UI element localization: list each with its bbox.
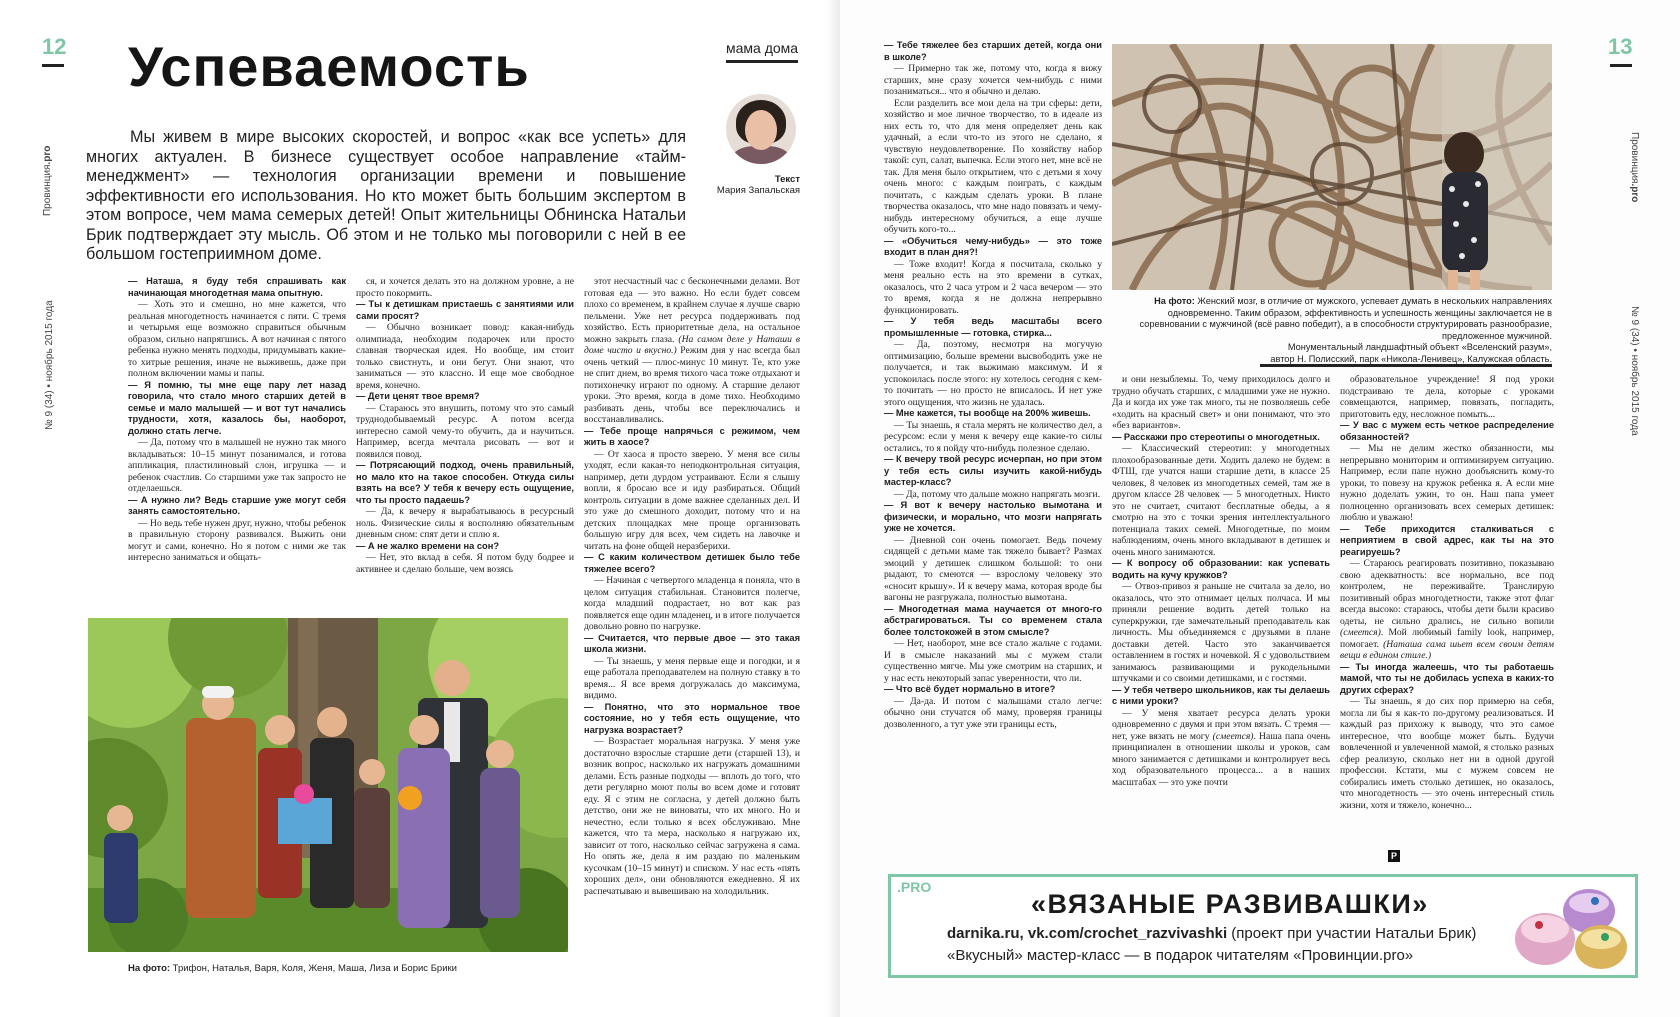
question-paragraph: — Понятно, что это нормальное твое состояние, но у тебя есть ощущение, что нагрузка возрастает? [584, 701, 800, 735]
page-number-rule [42, 64, 64, 67]
sculpture-photo [1112, 44, 1552, 290]
lead-paragraph: Мы живем в мире высоких скоростей, и вопрос «как все успеть» для многих актуален. В бизнесе существует особое направление «тайм-менеджмент» — технология организации времени и повышение эффективности его использования. Но кто может быть большим экспертом в этом вопросе, чем мама семерых детей! Опыт жительницы Обнинска Натальи Брик подтверждает эту мысль. Об этом и не только мы поговорили с ней в ее большом гостеприимном доме. [86, 128, 686, 263]
section-label: мама дома [726, 40, 799, 56]
question-paragraph: — У тебя ведь масштабы всего промышленные — готовка, стирка... [884, 316, 1102, 338]
article-title: Успеваемость [128, 35, 530, 98]
answer-paragraph: — Стараюсь это внушить, потому что это самый труднодобываемый ресурс. А потом всегда интересно самой чему-то обучить, да и научиться. Например, всегда мечтала рисовать — вот и появился повод. [356, 402, 574, 460]
answer-paragraph: — Классический стереотип: у многодетных плохообразованные дети. Ходить далеко не будем: в ФТШ, где учатся наши старшие дети, в классе 25 человек, 8 человек из многодетных семей, там же в другом классе 28 человек — 5 многодетных. Никто это не считает, считают бесплатные обеды, а я смотрю на это с точки зрения интеллектуального потенциала таких семей. Многодетные, по моим наблюдениям, очень много вкладывают в детишек и очень много занимаются. [1112, 443, 1330, 558]
question-paragraph: — А нужно ли? Ведь старшие уже могут себя занять самостоятельно. [128, 494, 346, 516]
page-number: 13 [1608, 34, 1633, 59]
question-paragraph: — К вопросу об образовании: как успевать водить на кучу кружков? [1112, 558, 1330, 580]
answer-paragraph: — Но ведь тебе нужен друг, нужно, чтобы ребенок в правильную сторону развивался. Выжить они могут и сами, конечно. Но я потом с ними же так интересно заниматься и общать- [128, 517, 346, 563]
answer-paragraph: — От хаоса я просто зверею. У меня все силы уходят, если какая-то неподконтрольная ситуация, например, дети дурдом устраивают. Если я слышу вопли, я бросаю все и иду разбираться. Общий контроль ситуации в доме важнее сделанных дел. И это уже до смешного доходит, потому что и на детских площадках мне проще организовать большую игру для всех, чем сидеть на лавочке и читать на фоне общей неразберихи. [584, 448, 800, 552]
promo-box [888, 874, 1638, 978]
answer-paragraph: — У меня хватает ресурса делать уроки одновременно с двумя и при этом вязать. С тремя — нет, уже вязать не могу (смеется). Наша папа очень принципиален в отношении школы и уроков, сам много занимается с детишками и контролирует весь ход образовательного процесса... а в наших масштабах — это уже почти [1112, 707, 1330, 788]
promo-title: «ВЯЗАНЫЕ РАЗВИВАШКИ» [1031, 889, 1429, 919]
answer-paragraph: образовательное учреждение! Я под уроки подстраиваю те дела, которые с уроками совмещаются, например, повязать, погладить, приготовить еду, несложное помыть... [1340, 374, 1554, 420]
answer-paragraph: Если разделить все мои дела на три сферы: дети, хозяйство и мое личное творчество, то в идеале из них есть то, что для меня определяет день как удачный, а если что-то из этого не сделано, я чувствую неудовлетворение. По хозяйству набор такой: суп, салат, выпечка. Если этого нет, мне всё не так. Для меня было открытием, что с детьми я хочу очень много: с каждым поиграть, с каждым почитать, с каждым сделать уроки. В плане творчества оказалось, что мне надо повязать и чему-нибудь интересному обучиться, а еще лучше обучить кого-то... [884, 97, 1102, 235]
author-avatar [726, 94, 796, 164]
answer-paragraph: этот несчастный час с бесконечными делами. Вот готовая еда — это важно. Но если будет совсем плохо со временем, в крайнем случае я лучше сварю пельмени. Уже нет ресурса поддерживать под хозяйство. Есть приоритетные дела, на остальное можно закрыть глаза. (На самом деле у Наташи в доме чисто и вкусно.) Режим дня у нас всегда был очень четкий — плюс-минус 10 минут. Те, кто уже не спит днем, во время тихого часа тоже отдыхают и потихонечку играют по одному. А старшие делают уроки. Это время, когда в доме тихо. Необходимо разбивать день, чтобы все переключались и восстанавливались. [584, 276, 800, 425]
question-paragraph: — Что всё будет нормально в итоге? [884, 684, 1056, 694]
question-paragraph: — Тебе тяжелее без старших детей, когда они в школе? [884, 40, 1102, 62]
vertical-issue: № 9 (34) • ноябрь 2015 года [1629, 306, 1640, 436]
answer-paragraph: — Возрастает моральная нагрузка. У меня уже достаточно взрослые старшие дети (старшей 13), и возник вопрос, насколько их нагружать домашними делами. Есть разные подходы — вплоть до того, что дети регулярно моют полы во всем доме и готовят еду. Я с этим не согласна, у детей должно быть детство, они же не виноваты, что их много. Но и нечестно, если только я всех обслуживаю. Мне кажется, что та мера, насколько я нагружаю их, зависит от того, насколько сейчас загружена я сама. Но опять же, дела я им раздаю по маленьким кусочкам (10–15 минут) и списком. У нас есть «пять хороших дел», они обновляются ежедневно. Я их распечатываю и вывешиваю на холодильник. [584, 736, 800, 897]
text-column-1 [128, 276, 346, 606]
answer-paragraph: — Да, поэтому, несмотря на могучую оптимизацию, больше времени высвободить уже не получается, и так выжимаю максимум. И я успокоилась после этого: ну хотелось сегодня с кем-то почитать — но просто не вписалось. И нет уже этого ощущения, что жизнь не удалась. [884, 339, 1102, 408]
answer-paragraph: — Тоже входит! Когда я посчитала, сколько у меня реально есть на это времени в сутках, оказалось, что 2 часа утром и 2 часа вечером — это то время, когда я не должна непрерывно функционировать. [884, 258, 1102, 316]
answer-paragraph: — Ты знаешь, я стала мерять не количество дел, а ресурсом: если у меня к вечеру еще какие-то силы остались, то я пойду что-нибудь полезное сделаю. [884, 419, 1102, 454]
question-paragraph: — У тебя четверо школьников, как ты делаешь с ними уроки? [1112, 684, 1330, 706]
author-credit: Текст Мария Запальская [716, 174, 800, 196]
answer-paragraph: — Мы не делим жестко обязанности, мы непрерывно мониторим и оптимизируем ситуацию. Например, если папе нужно дообъяснить кому-то уроки, то повезу на кружок ребенка я. А если мне нужно доделать ужин, то он. Наш папа умеет полноценно организовать всех семерых детишек: люблю и уважаю! [1340, 443, 1554, 523]
page-number-rule [1610, 64, 1632, 67]
question-paragraph: — Считается, что первые двое — это такая школа жизни. [584, 632, 800, 654]
text-column-1 [884, 40, 1102, 862]
question-paragraph: — Потрясающий подход, очень правильный, но мало кто на такое способен. Откуда силы взять на все? У тебя к вечеру есть ощущение, что ты просто падаешь? [356, 460, 574, 505]
page-number: 12 [42, 34, 67, 59]
question-paragraph: — Ты иногда жалеешь, что ты работаешь мамой, что ты не добилась успеха в каких-то других сферах? [1340, 661, 1554, 695]
answer-paragraph: — Да, потому что в малышей не нужно так много вкладываться: 10–15 минут позанимался, и готова аппликация, пластилиновый слон, игрушка — и ребенок счастлив. Со старшими уже так запросто не отделаешься. [128, 437, 346, 494]
promo-links: darnika.ru, vk.com/crochet_razvivashki (проект при участии Натальи Брик) [947, 925, 1477, 942]
answer-paragraph: — Да-да. И потом с малышами стало легче: обычно они стучатся об маму, проверяя границы дозволенного, а тут уже эти границы есть, [884, 695, 1102, 730]
family-photo-caption: На фото: Трифон, Наталья, Варя, Коля, Женя, Маша, Лиза и Борис Брики [128, 963, 457, 974]
vertical-brand: Провинция.pro [1629, 132, 1640, 203]
question-paragraph: — Тебе приходится сталкиваться с неприятием в свой адрес, как ты на это реагируешь? [1340, 523, 1554, 557]
answer-paragraph: — Ты знаешь, я до сих пор примерю на себя, могла ли бы я как-то по-другому реализоваться. И каждый раз прихожу к выводу, что это самое интересное, что вообще может быть. Будучи вовлеченной и увлеченной мамой, я столько разных сфер реализую, сколько нет ни в одной другой профессии. Кстати, мы с мужем совсем не собирались иметь столько детишек, но оказалось, что многодетность — это очень интересный стиль жизни, хотя и тяжело, конечно... [1340, 696, 1554, 811]
question-paragraph: — Я помню, ты мне еще пару лет назад говорила, что стало много старших детей в семье и мало малышей — и вот тут начались трудности, хотя, казалось бы, наоборот, должно стать легче. [128, 379, 346, 436]
answer-paragraph: — Да, к вечеру я вырабатываюсь в ресурсный ноль. Физические силы я восполняю обязательным дневным сном: спят дети и сплю я. [356, 506, 574, 540]
question-paragraph: — Тебе проще напрячься с режимом, чем жить в хаосе? [584, 425, 800, 447]
question-paragraph: — Дети ценят твое время? [356, 391, 480, 401]
end-mark: P [1388, 850, 1400, 862]
answer-paragraph: — Нет, это вклад в себя. Я потом буду бодрее и активнее и сделаю больше, чем возясь [356, 552, 574, 575]
question-paragraph: — Наташа, я буду тебя спрашивать как начинающая многодетная мама опытную. [128, 276, 346, 298]
promo-tag: .PRO [897, 879, 932, 895]
question-paragraph: — А не жалко времени на сон? [356, 540, 500, 551]
answer-paragraph: и они незыблемы. То, чему приходилось долго и трудно обучать старших, с младшими уже не нужно. Да и когда их уже так много, ты не позволяешь себе «ходить на красный свет» и они понимают, что это «без вариантов». [1112, 374, 1330, 431]
answer-paragraph: — Нет, наоборот, мне все стало жальче с годами. И в смысле наказаний мы с мужем стали существенно мягче. Мы уже смотрим на старших, и у нас есть некоторый запас уверенности, что ли. [884, 638, 1102, 684]
question-paragraph: — «Обучиться чему-нибудь» — это тоже входит в план дня?! [884, 235, 1102, 257]
question-paragraph: — С каким количеством детишек было тебе тяжелее всего? [584, 552, 800, 574]
caption-rule [1260, 364, 1552, 367]
text-column-2 [356, 276, 574, 606]
answer-paragraph: — Отвоз-привоз я раньше не считала за дело, но оказалось, что это отнимает целых полчаса. И мы приняли решение водить детей только на суперкружки, где замечательный преподаватель как личность. Мы объединяемся с друзьями в плане доставки детей. Часто это заканчивается оставлением в гостях и ночевкой. Я с удовольствием занимаюсь развивающими и рукодельными штучками и со своими детишками, и с гостями. [1112, 581, 1330, 684]
question-paragraph: — У вас с мужем есть четкое распределение обязанностей? [1340, 420, 1554, 442]
sculpture-photo-caption: На фото: Женский мозг, в отличие от мужского, успевает думать в нескольких направлениях одновременно. Таким образом, эффективность и успешность женщины заключается не в соревновании с мужчиной (всё равно победит), а в способности структурировать разнообразие, предложенное мужчиной. Монументальный ландшафтный объект «Вселенский разум», автор Н. Полисский, парк «Никола-Ленивец», Калужская область. [1139, 296, 1552, 364]
answer-paragraph: — Примерно так же, потому что, когда я вижу старших, мне сразу хочется чем-нибудь с ними позаниматься... что я обычно и делаю. [884, 63, 1102, 97]
family-photo [88, 618, 568, 952]
answer-paragraph: — Ты знаешь, у меня первые еще и погодки, и я еще работала преподавателем на полную ставку в то время... Я все время догружалась до максимума, видимо. [584, 655, 800, 701]
question-paragraph: — Мне кажется, ты вообще на 200% живешь. [884, 408, 1091, 418]
promo-subline: «Вкусный» мастер-класс — в подарок читателям «Провинции.pro» [947, 947, 1414, 964]
answer-paragraph: ся, и хочется делать это на должном уровне, а не просто покормить. [356, 276, 574, 299]
answer-paragraph: — Дневной сон очень помогает. Ведь почему сидящей с детьми маме так тяжело бывает? Размах эмоций у детишек слишком большой: то они рыдают, то смеются — взрослому человеку это «сносит крышу». И к вечеру мама, которая вроде бы вагоны не разгружала, полностью вымотана. [884, 534, 1102, 603]
answer-paragraph: — Хоть это и смешно, но мне кажется, что реальная многодетность начинается с пяти. С тремя и четырьмя еще возможно справиться обычным образом, сильно напрягшись. А вот начиная с пятого ребенка нужно менять подходы, придумывать какие-то хитрые решения, иначе не выживешь, даже при полном включении мамы и папы. [128, 299, 346, 379]
answer-paragraph: — Начиная с четвертого младенца я поняла, что в целом ситуация стабильная. Становится полегче, когда младший подрастает, но вот как раз появляется еще один младенец, и в итоге получается довольно ровно по нагрузке. [584, 575, 800, 632]
text-column-3 [1340, 374, 1554, 862]
question-paragraph: — Расскажи про стереотипы о многодетных. [1112, 431, 1320, 442]
question-paragraph: — К вечеру твой ресурс исчерпан, но при этом у тебя есть силы изучить какой-нибудь мастер-класс? [884, 454, 1102, 487]
text-column-2 [1112, 374, 1330, 862]
answer-paragraph: — Да, потому что дальше можно напрягать мозги. [894, 488, 1101, 500]
question-paragraph: — Я вот к вечеру настолько вымотана и физически, и морально, что мозги напрягать уже не хочется. [884, 500, 1102, 533]
answer-paragraph: — Стараюсь реагировать позитивно, показываю свою адекватность: все нормально, все под контролем, не переживайте. Транслирую позитивный образ многодетности, также этот флаг всегда высоко: стараюсь, чтобы дети были красиво одеты, не сильно дрались, не сильно вопили (смеется). Мой любимый family look, например, помогает. (Наташа сама шьет всем своим детям вещи в едином стиле.) [1340, 558, 1554, 661]
knitted-toys-image [1509, 881, 1633, 973]
answer-paragraph: — Обычно возникает повод: какая-нибудь олимпиада, необходим подарочек или просто славная творческая идея. Но вообще, им стоит только свистнуть, и они бегут. Они знают, что заниматься — это классно. И еще мое свободное время, конечно. [356, 322, 574, 391]
vertical-issue: № 9 (34) • ноябрь 2015 года [44, 300, 55, 430]
question-paragraph: — Многодетная мама научается от много-го абстрагироваться. Ты со временем стала более толстокожей в этом смысле? [884, 603, 1102, 637]
section-rule [726, 60, 798, 63]
question-paragraph: — Ты к детишкам пристаешь с занятиями или сами просят? [356, 299, 574, 321]
text-column-3 [584, 276, 800, 988]
vertical-brand: Провинция.pro [42, 145, 53, 216]
